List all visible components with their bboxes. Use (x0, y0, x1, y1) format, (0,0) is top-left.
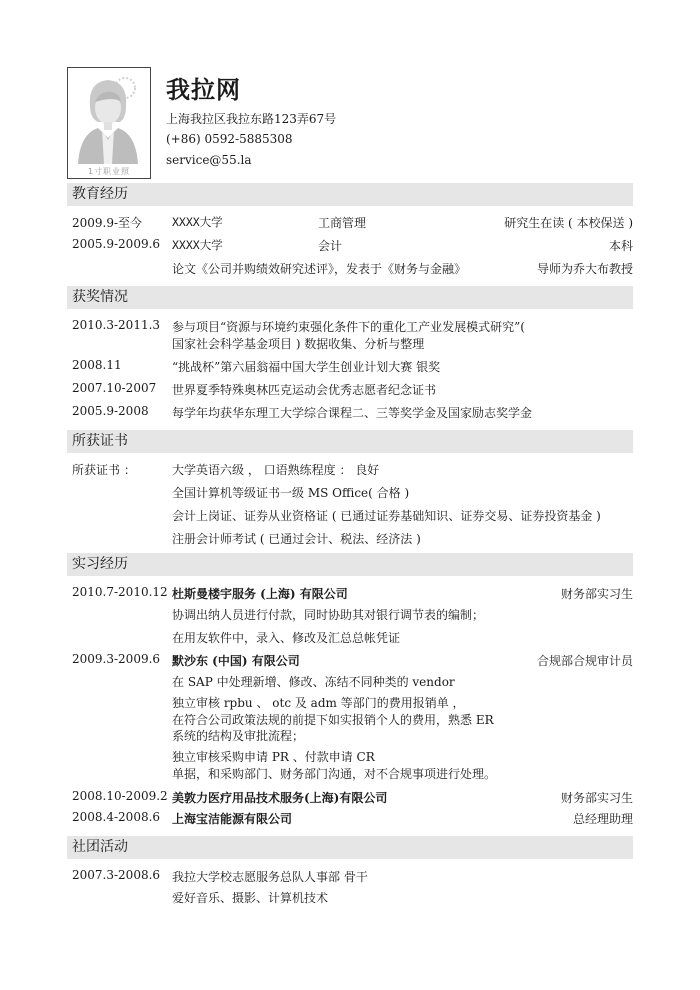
address: 上海我拉区我拉东路123弄67号 (166, 112, 337, 126)
award-date: 2007.10-2007 (72, 381, 157, 395)
intern-duty: 在 SAP 中处理新增、修改、冻结不同种类的 vendor (172, 675, 455, 689)
intern-date: 2010.7-2010.12 (72, 585, 168, 599)
edu-degree: 本科 (608, 239, 633, 253)
award-line: 每学年均获华东理工大学综合课程二、三等奖学金及国家励志奖学金 (172, 406, 533, 420)
award-date: 2008.11 (72, 358, 122, 372)
award-date: 2005.9-2008 (72, 404, 149, 418)
award-date: 2010.3-2011.3 (72, 318, 161, 332)
intern-duty: 协调出纳人员进行付款，同时协助其对银行调节表的编制； (172, 608, 485, 622)
activity-line: 爱好音乐、摄影、计算机技术 (172, 891, 329, 905)
intern-company: 上海宝洁能源有限公司 (172, 812, 293, 826)
award-line: 参与项目“资源与环境约束强化条件下的重化工产业发展模式研究”( (172, 320, 525, 334)
activity-line: 我拉大学校志愿服务总队人事部 骨干 (172, 870, 368, 884)
edu-degree: 研究生在读 ( 本校保送 ) (504, 216, 633, 230)
section-education: 教育经历 (67, 183, 633, 206)
intern-role: 合规部合规审计员 (536, 654, 633, 668)
section-internship: 实习经历 (67, 553, 633, 576)
profile-photo (67, 67, 151, 179)
intern-company: 杜斯曼楼宇服务 (上海) 有限公司 (172, 587, 348, 601)
edu-thesis: 论文《公司并购绩效研究述评》，发表于《财务与金融》 (172, 262, 467, 276)
intern-role: 财务部实习生 (560, 791, 633, 805)
intern-date: 2009.3-2009.6 (72, 652, 161, 666)
intern-duty: 在符合公司政策法规的前提下如实报销个人的费用，熟悉 ER (172, 713, 494, 727)
cert-line: 全国计算机等级证书一级 MS Office( 合格 ) (172, 486, 410, 500)
award-line: 国家社会科学基金项目 ) 数据收集、分析与整理 (172, 337, 425, 351)
intern-company: 美敦力医疗用品技术服务(上海)有限公司 (172, 791, 388, 805)
edu-major: 工商管理 (318, 216, 367, 230)
edu-school: XXXX大学 (172, 215, 223, 229)
intern-role: 财务部实习生 (560, 587, 633, 601)
intern-duty: 独立审核采购申请 PR 、付款申请 CR (172, 750, 375, 764)
intern-duty: 独立审核 rpbu 、 otc 及 adm 等部门的费用报销单 ， (172, 696, 465, 710)
intern-date: 2008.10-2009.2 (72, 789, 168, 803)
edu-advisor: 导师为乔大布教授 (536, 262, 633, 276)
edu-date: 2009.9-至今 (72, 216, 143, 230)
cert-label: 所获证书 ： (72, 463, 136, 477)
intern-role: 总经理助理 (572, 812, 633, 826)
award-line: 世界夏季特殊奥林匹克运动会优秀志愿者纪念证书 (172, 383, 437, 397)
cert-line: 会计上岗证、证券从业资格证 ( 已通过证券基础知识、证券交易、证券投资基金 ) (172, 509, 601, 523)
photo-caption: 1寸职业照 (87, 167, 131, 176)
section-activities: 社团活动 (67, 836, 633, 859)
intern-duty: 系统的结构及审批流程； (172, 729, 305, 743)
intern-company: 默沙东 (中国) 有限公司 (172, 654, 300, 668)
section-awards: 获奖情况 (67, 286, 633, 309)
intern-duty: 在用友软件中，录入、修改及汇总总帐凭证 (172, 631, 401, 645)
avatar-silhouette-icon (68, 68, 150, 178)
cert-line: 注册会计师考试 ( 已通过会计、税法、经济法 ) (172, 532, 421, 546)
edu-date: 2005.9-2009.6 (72, 237, 161, 251)
phone: (+86) 0592-5885308 (166, 132, 293, 146)
email: service@55.la (166, 153, 252, 167)
section-certificates: 所获证书 (67, 430, 633, 453)
award-line: “挑战杯”第六届翁福中国大学生创业计划大赛 银奖 (172, 360, 441, 374)
edu-school: XXXX大学 (172, 238, 223, 252)
intern-duty: 单据，和采购部门、财务部门沟通，对不合规事项进行处理。 (172, 767, 497, 781)
cert-line: 大学英语六级 ， 口语熟练程度 ： 良好 (172, 463, 380, 477)
activity-date: 2007.3-2008.6 (72, 868, 161, 882)
resume-name: 我拉网 (166, 75, 241, 104)
intern-date: 2008.4-2008.6 (72, 810, 161, 824)
edu-major: 会计 (318, 239, 343, 253)
